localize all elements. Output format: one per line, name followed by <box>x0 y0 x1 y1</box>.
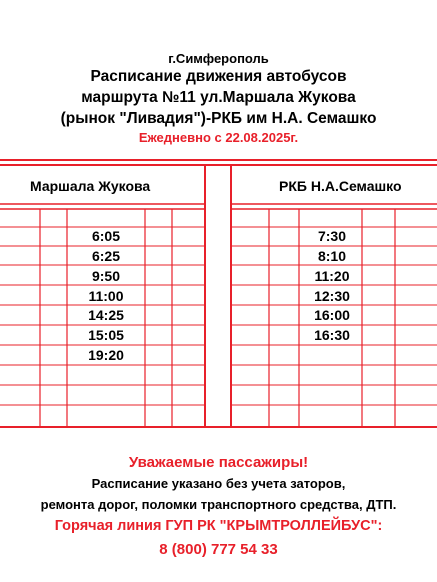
left-time: 11:00 <box>88 288 124 304</box>
left-time: 9:50 <box>91 268 121 284</box>
right-time: 16:00 <box>314 307 350 323</box>
disclaimer-line-1: Расписание указано без учета заторов, <box>91 476 346 491</box>
effective-date: Ежедневно с 22.08.2025г. <box>138 130 299 145</box>
left-time: 14:25 <box>88 307 124 323</box>
left-time: 6:05 <box>91 228 121 244</box>
right-time: 7:30 <box>317 228 347 244</box>
hotline-label: Горячая линия ГУП РК "КРЫМТРОЛЛЕЙБУС": <box>54 518 383 534</box>
title-line-3: (рынок "Ливадия")-РКБ им Н.А. Семашко <box>60 110 377 127</box>
city-name: г.Симферополь <box>168 51 269 66</box>
right-time: 11:20 <box>314 268 350 284</box>
left-time: 15:05 <box>88 327 124 343</box>
title-line-2: маршрута №11 ул.Маршала Жукова <box>81 89 356 106</box>
right-stop-name: РКБ Н.А.Семашко <box>279 178 402 194</box>
passenger-greeting: Уважаемые пассажиры! <box>128 454 309 471</box>
left-time: 19:20 <box>88 347 124 363</box>
right-time: 16:30 <box>314 327 350 343</box>
title-line-1: Расписание движения автобусов <box>90 68 347 85</box>
right-time: 8:10 <box>317 248 347 264</box>
left-time: 6:25 <box>91 248 121 264</box>
right-time: 12:30 <box>314 288 350 304</box>
hotline-phone: 8 (800) 777 54 33 <box>159 541 278 558</box>
disclaimer-line-2: ремонта дорог, поломки транспортного средства, ДТП. <box>40 497 397 512</box>
left-stop-name: Маршала Жукова <box>30 178 151 194</box>
